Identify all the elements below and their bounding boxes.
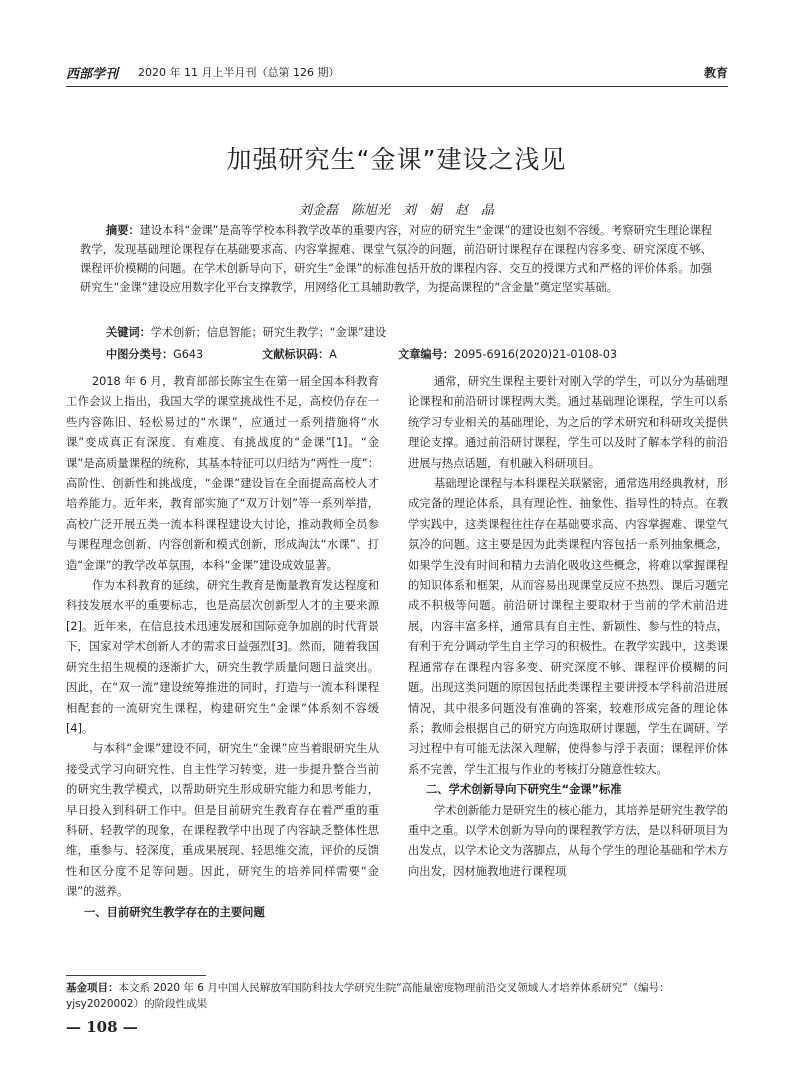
- article-number: [398, 346, 617, 362]
- issue-info: 2020 年 11 月上半月刊（总第 126 期）: [138, 66, 340, 79]
- article-label: 文章编号：: [398, 348, 454, 361]
- body-paragraph: 学术创新能力是研究生的核心能力，其培养是研究生教学的重中之重。以学术创新为导向的课程教学方法，是以科研项目为出发点，以学术论文为落脚点，从每个学生的理论基础和学术方向出发，因材施教地进行课程项: [408, 803, 728, 878]
- doc-value: A: [329, 348, 337, 361]
- body-paragraph: 与本科“金课”建设不同，研究生“金课”应当着眼研究生从接受式学习向研究性、自主性学习转变，进一步提升整合当前的研究生教学模式，以帮助研究生形成研究能力和思考能力，早日投入到科研工作中。但是目前研究生教育存在着严重的重科研、轻教学的现象，在课程教学中出现了内容缺乏整体性思维，重参与、轻深度，重成果展现、轻思维交流，评价的反馈性和区分度不足等问题。因此，研究生的培养同样需要“金课”的滋养。: [66, 742, 379, 899]
- right-column: [408, 372, 728, 882]
- footnote-label: 基金项目：: [66, 982, 119, 994]
- abstract: [80, 221, 712, 297]
- article-title: 加强研究生“金课”建设之浅见: [226, 145, 567, 174]
- clc-number: [106, 346, 203, 362]
- abstract-label: 摘要：: [106, 224, 140, 237]
- body-paragraph: 基础理论课程与本科课程关联紧密，通常选用经典教材，形成完备的理论体系，具有理论性、抽象性、指导性的特点。在教学实践中，这类课程往往存在基础要求高、内容掌握难、课堂气氛冷的问题。这主要是因为此类课程内容包括一系列抽象概念，如果学生没有时间和精力去消化吸收这些概念，将难以掌握课程的知识体系和框架，从而容易出现课堂反应不热烈、课后习题完成不积极等问题。前沿研讨课程主要取材于当前的学术前沿进展，内容丰富多样，通常具有自主性、新颖性、参与性的特点，有利于充分调动学生自主学习的积极性。在教学实践中，这类课程通常存在课程内容多变、研究深度不够、课程评价模糊的问题。出现这类问题的原因包括此类课程主要讲授本学科前沿进展情况，其中很多问题没有准确的答案，较难形成完备的理论体系；教师会根据自己的研究方向选取研讨课题，学生在调研、学习过程中有可能无法深入理解，使得参与浮于表面；课程评价体系不完善，学生汇报与作业的考核打分随意性较大。: [408, 477, 728, 776]
- footnote-text: 本文系 2020 年 6 月中国人民解放军国防科技大学研究生院“高能量密度物理前沿交叉领域人才培养体系研究”（编号：yjsy2020002）的阶段性成果: [66, 982, 670, 1010]
- article-value: 2095-6916(2020)21-0108-03: [453, 348, 618, 361]
- section-label: 教育: [703, 66, 728, 80]
- body-paragraph: 作为本科教育的延续，研究生教育是衡量教育发达程度和科技发展水平的重要标志，也是高层次创新型人才的主要来源[2]。近年来，在信息技术迅速发展和国际竞争加剧的时代背景下，国家对学术创新人才的需求日益强烈[3]。然而，随着我国研究生招生规模的逐渐扩大，研究生教学质量问题日益突出。因此，在“双一流”建设统筹推进的同时，打造与一流本科课程相配套的一流研究生课程，构建研究生“金课”体系刻不容缓[4]。: [66, 579, 379, 735]
- doc-label: 文献标识码：: [262, 348, 330, 361]
- author-list: 刘金磊 陈旭光 刘 娟 赵 晶: [298, 203, 494, 218]
- keywords: [106, 324, 386, 340]
- section-heading: 一、目前研究生教学存在的主要问题: [84, 905, 265, 919]
- clc-label: 中图分类号：: [106, 348, 174, 361]
- footnote-rule: [66, 975, 206, 976]
- abstract-text: 建设本科“金课”是高等学校本科教学改革的重要内容，对应的研究生“金课”的建设也刻不容缓。考察研究生理论课程教学，发现基础理论课程存在基础要求高、内容掌握难、课堂气氛冷的问题，前沿研讨课程存在课程内容多变、研究深度不够、课程评价模糊的问题。在学术创新导向下，研究生“金课”的标准包括开放的课程内容、交互的授课方式和严格的评价体系。加强研究生“金课”建设应用数字化平台支撑教学，用网络化工具辅助教学，为提高课程的“含金量”奠定坚实基础。: [80, 224, 712, 294]
- page-number: — 108 —: [66, 1018, 138, 1036]
- section-heading: 二、学术创新导向下研究生“金课”标准: [426, 783, 622, 797]
- body-paragraph: 2018 年 6 月，教育部部长陈宝生在第一届全国本科教育工作会议上指出，我国大学的课堂挑战性不足，高校仍存在一些内容陈旧、轻松易过的“水课”，应通过一系列措施将“水课”变成真正有深度、有难度、有挑战度的“金课”[1]。“金课”是高质量课程的统称，其基本特征可以归结为“两性一度”：高阶性、创新性和挑战度，“金课”建设旨在全面提高高校人才培养能力。近年来，教育部实施了“双万计划”等一系列举措，高校广泛开展五类一流本科课程建设大讨论，推动教师全员参与课程理念创新、内容创新和模式创新，形成淘汰“水课”、打造“金课”的教学改革氛围，本科“金课”建设成效显著。: [66, 375, 379, 572]
- keywords-text: 学术创新；信息智能；研究生教学；“金课”建设: [150, 326, 387, 339]
- keywords-label: 关键词：: [106, 326, 151, 339]
- clc-value: G643: [173, 348, 204, 361]
- left-column: [66, 372, 379, 923]
- body-paragraph: 通常，研究生课程主要针对刚入学的学生，可以分为基础理论课程和前沿研讨课程两大类。通过基础理论课程，学生可以系统学习专业相关的基础理论，为之后的学术研究和科研攻关提供理论支撑。通过前沿研讨课程，学生可以及时了解本学科的前沿进展与热点话题，有机融入科研项目。: [408, 375, 728, 470]
- running-header: [66, 62, 728, 84]
- document-code: [262, 346, 337, 362]
- header-rule: [66, 86, 728, 87]
- footnote: [66, 980, 728, 1012]
- journal-logo: 西部学刊: [66, 67, 119, 82]
